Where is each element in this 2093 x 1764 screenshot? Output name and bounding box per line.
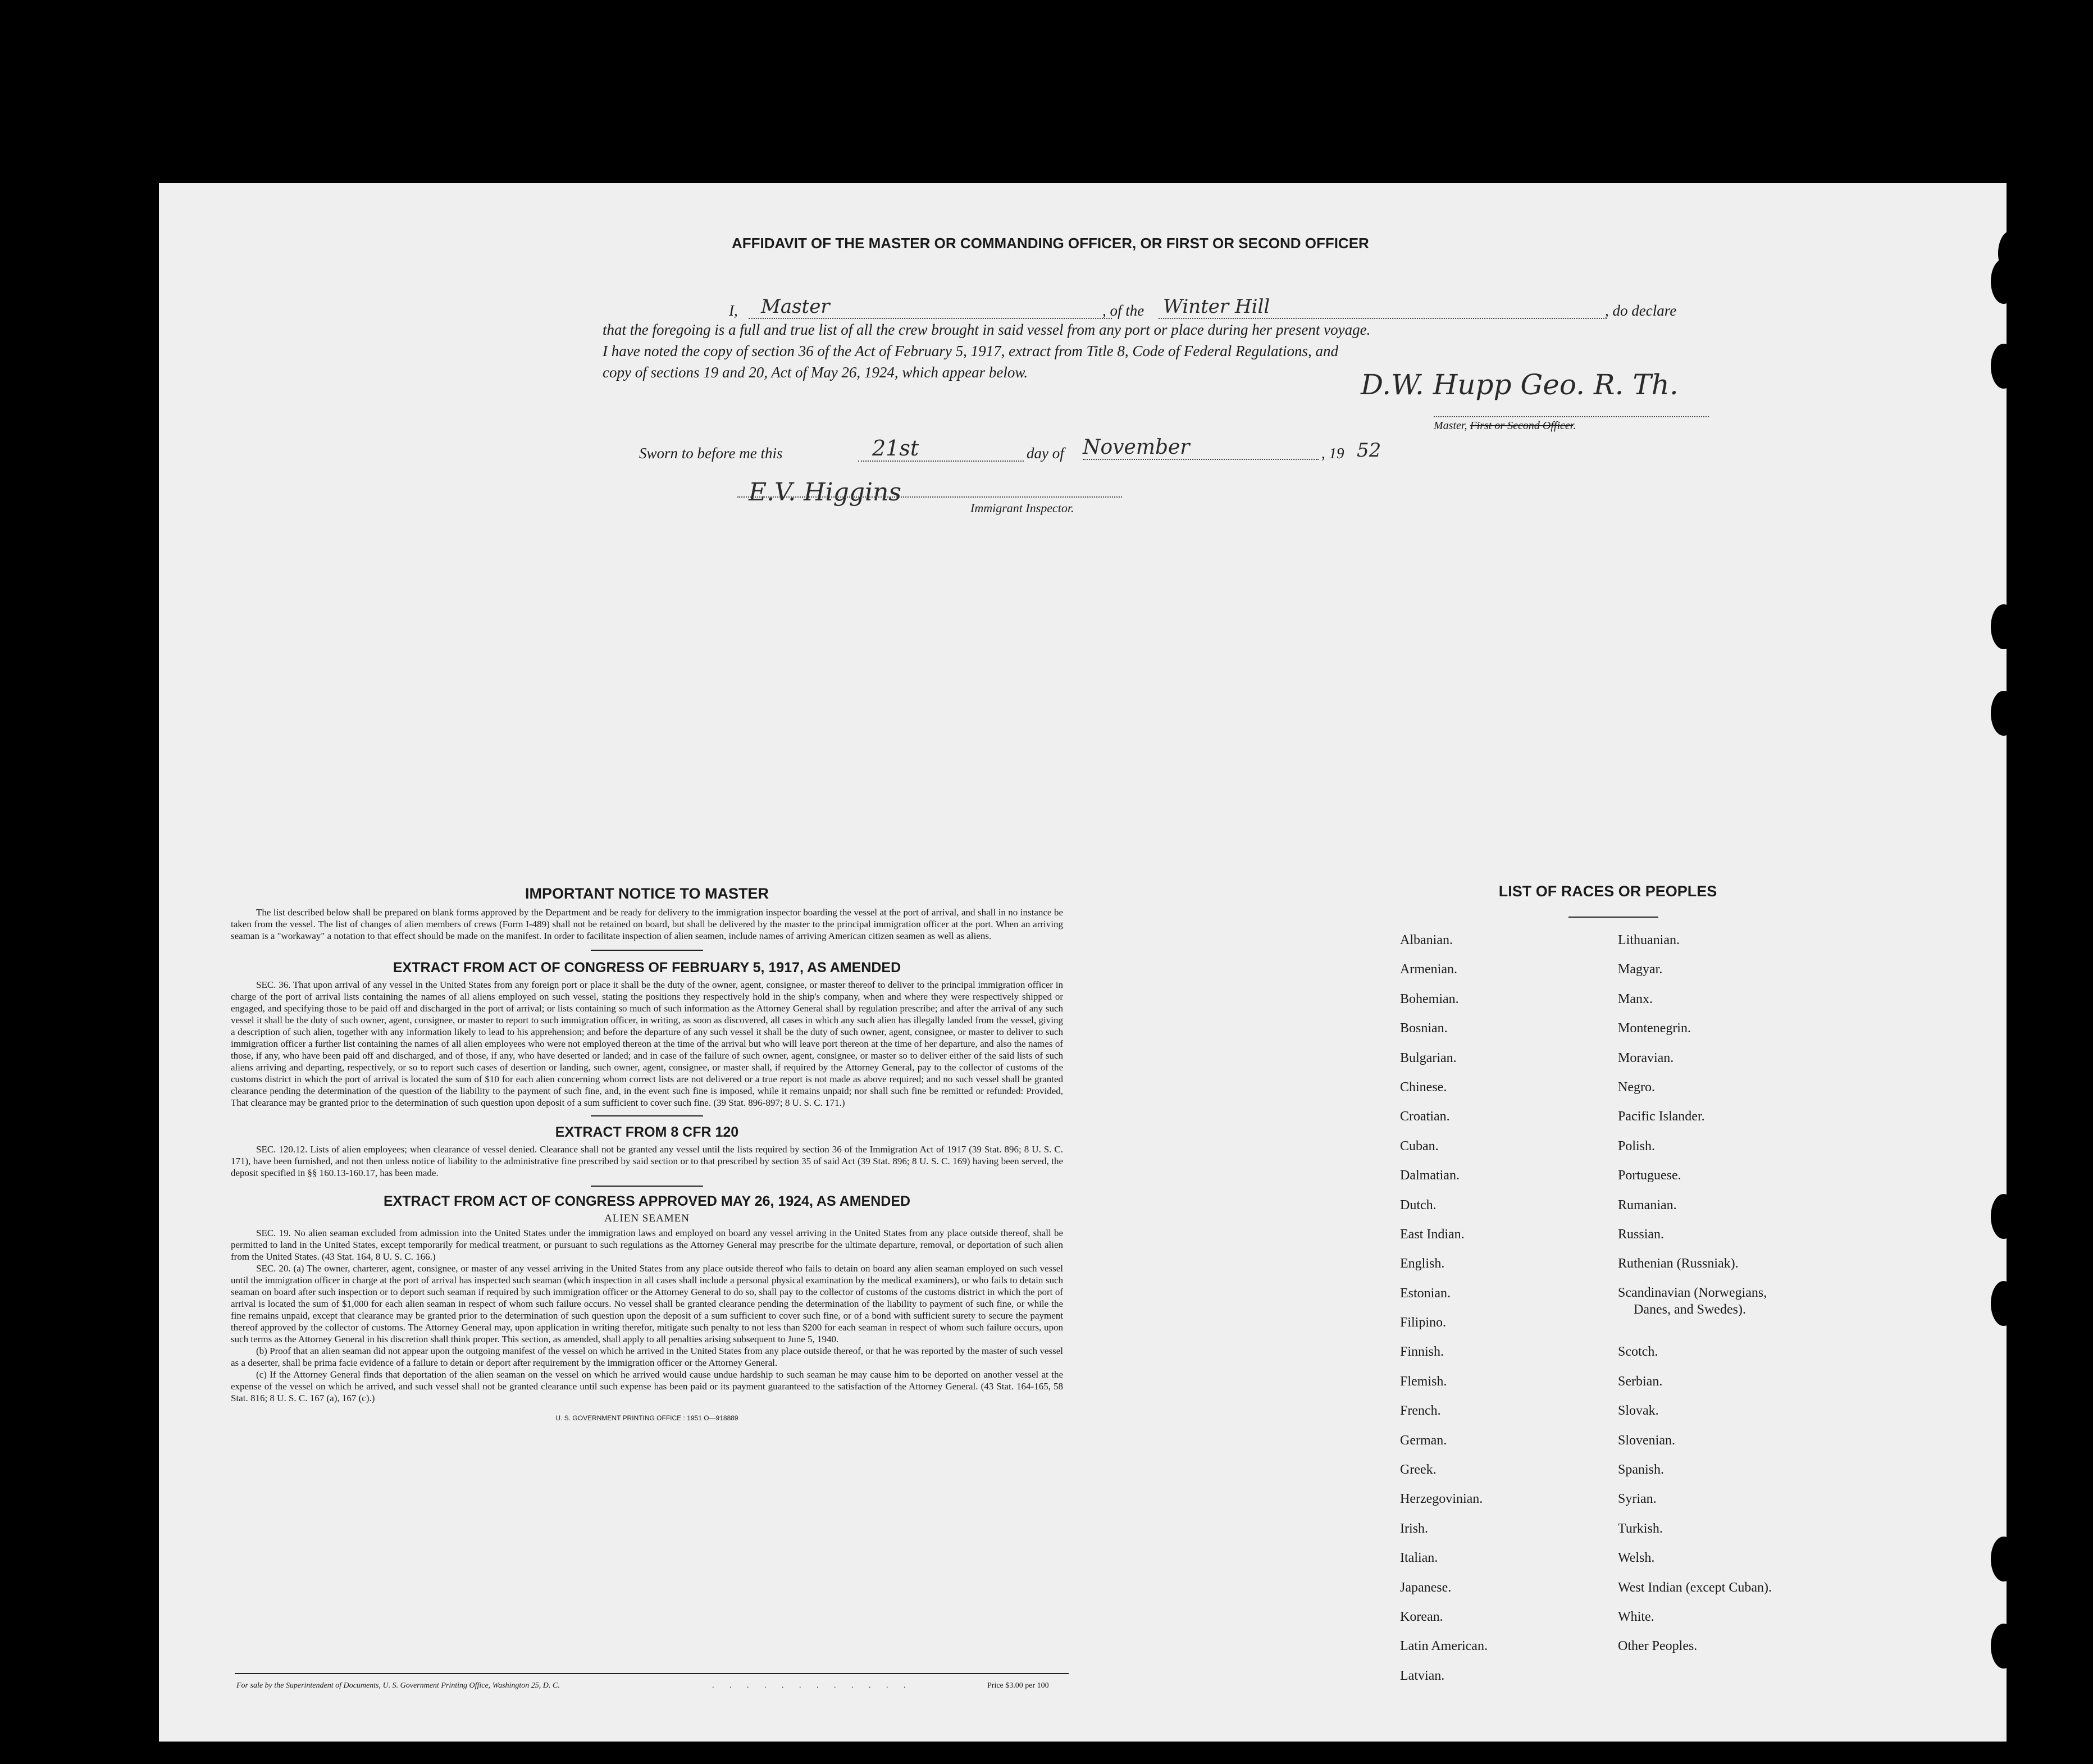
declaration-statement-3: copy of sections 19 and 20, Act of May 26, 1924, which appear below. bbox=[603, 364, 1028, 381]
race-item: Manx. bbox=[1618, 991, 1653, 1006]
sworn-day-field: 21st bbox=[858, 436, 1024, 462]
race-item: Bosnian. bbox=[1400, 1021, 1448, 1036]
extract-cfr-body: SEC. 120.12. Lists of alien employees; when clearance of vessel denied. Clearance shall not be granted any vessel until the lists required by section 36 of the Immigration Act of 1917 (39 Stat. 896; 8 U. S. C. 171), have been furnished, and not then unless notice of liability to the administrative fine prescribed by said section or to that prescribed by section 35 of said Act (39 Stat. 896; 8 U. S. C. 169) having been served, the deposit specified in §§ 160.13-160.17, has been made. bbox=[231, 1144, 1063, 1178]
race-item: Montenegrin. bbox=[1618, 1021, 1691, 1036]
race-item: Latvian. bbox=[1400, 1668, 1445, 1683]
races-title: LIST OF RACES OR PEOPLES bbox=[1498, 883, 1717, 900]
caption-master: Master, bbox=[1434, 420, 1467, 432]
race-item bbox=[1618, 1279, 1865, 1338]
race-item: Welsh. bbox=[1618, 1551, 1655, 1566]
race-item: Other Peoples. bbox=[1618, 1639, 1698, 1654]
race-item: Latin American. bbox=[1400, 1639, 1488, 1654]
binding-hole bbox=[1991, 691, 2017, 736]
sec20a-body: SEC. 20. (a) The owner, charterer, agent, consignee, or master of any vessel arriving in the United States from any place outside thereof who fails to detain on board any alien seaman employed on such vessel until the immigration officer in charge at the port of arrival has inspected such seaman (which inspection in all cases shall include a personal physical examination by the medical examiners), or who fails to detain such seaman on board after such inspection or to deport such seaman if required by such immigration officer or the Attorney General to do so, shall pay to the collector of customs of the customs district in which the port of arrival is located the sum of $1,000 for each alien seaman in respect of whom such failure occurs. No vessel shall be granted clearance pending the determination of the liability to payment of such fine, or while the fine remains unpaid, except that clearance may be granted prior to the determination of such question upon the deposit of a sum sufficient to cover such fine, or of a bond with sufficient surety to secure the payment thereof approved by the collector of customs. The Attorney General may, upon application in writing therefor, mitigate such penalty to not less than $200 for each seaman in respect of whom such failure occurs, upon such terms as the Attorney General in his discretion shall think proper. This section, as amended, shall apply to all penalties arising subsequent to June 5, 1940. bbox=[231, 1263, 1063, 1344]
year-suffix: 52 bbox=[1357, 439, 1381, 462]
binding-hole bbox=[1991, 604, 2017, 649]
race-item: Syrian. bbox=[1618, 1492, 1657, 1507]
race-item: Armenian. bbox=[1400, 962, 1457, 977]
race-item: English. bbox=[1400, 1256, 1445, 1271]
binding-hole bbox=[1991, 259, 2017, 304]
section-divider bbox=[591, 950, 703, 951]
declaration-line bbox=[603, 295, 1813, 323]
race-item: Dutch. bbox=[1400, 1197, 1437, 1213]
race-item: Slovenian. bbox=[1618, 1433, 1675, 1448]
race-item: French. bbox=[1400, 1403, 1441, 1419]
races-column-1 bbox=[1400, 926, 1602, 1690]
day-of-label: day of bbox=[1027, 445, 1064, 462]
race-item: Serbian. bbox=[1618, 1374, 1663, 1389]
race-item: Scotch. bbox=[1618, 1344, 1658, 1360]
race-item: Turkish. bbox=[1618, 1521, 1663, 1536]
races-title-underline bbox=[1568, 917, 1658, 918]
notice-title: IMPORTANT NOTICE TO MASTER bbox=[525, 885, 769, 902]
race-item: Slovak. bbox=[1618, 1403, 1659, 1419]
printing-office-line: U. S. GOVERNMENT PRINTING OFFICE : 1951 O—918889 bbox=[555, 1414, 738, 1422]
footer-dots: . . . . . . . . . . . . bbox=[712, 1681, 913, 1690]
race-item: Filipino. bbox=[1400, 1315, 1447, 1330]
declaration-statement-2: I have noted the copy of section 36 of the Act of February 5, 1917, extract from Title 8, Code of Federal Regulations, and bbox=[603, 343, 1339, 359]
race-item: Cuban. bbox=[1400, 1138, 1439, 1154]
race-item: Russian. bbox=[1618, 1227, 1665, 1242]
inspector-signature-line bbox=[737, 496, 1122, 498]
notice-body: The list described below shall be prepared on blank forms approved by the Department and be ready for delivery to the immigration inspector boarding the vessel at the port of arrival, and shall in no instance be taken from the vessel. The list of changes of alien members of crews (Form I-489) shall not be retained on board, but shall be delivered by the master to the principal immigration officer at the port. When an arriving seaman is a "workaway" a notation to that effect should be made on the manifest. In order to facilitate inspection of alien seamen, include names of arriving American citizen seamen as well as aliens. bbox=[231, 907, 1063, 941]
extract-cfr-title: EXTRACT FROM 8 CFR 120 bbox=[555, 1124, 739, 1140]
sec20b-body: (b) Proof that an alien seaman did not appear upon the outgoing manifest of the vessel on which he arrived in the United States from any place outside thereof, or that he was reported by the master of such vessel as a deserter, shall be prima facie evidence of a failure to detain or deport after requirement by the immigration officer or the Attorney General. bbox=[231, 1346, 1063, 1368]
race-item: Moravian. bbox=[1618, 1050, 1674, 1065]
signature-caption bbox=[1434, 416, 1709, 432]
legal-column bbox=[231, 885, 1063, 1422]
section-divider bbox=[591, 1186, 703, 1187]
affidavit-title: AFFIDAVIT OF THE MASTER OR COMMANDING OFFICER, OR FIRST OR SECOND OFFICER bbox=[732, 235, 1369, 252]
sworn-line bbox=[639, 436, 1453, 464]
race-item: Chinese. bbox=[1400, 1079, 1447, 1095]
race-item: Magyar. bbox=[1618, 962, 1663, 977]
section-divider bbox=[591, 1115, 703, 1116]
of-the-label: , of the bbox=[1102, 302, 1144, 319]
extract-1917-body: SEC. 36. That upon arrival of any vessel in the United States from any foreign port or place it shall be the duty of the owner, agent, consignee, or master thereof to deliver to the principal immigration officer in charge of the port of arrival lists containing the names of all aliens employed on such vessel, stating the positions they respectively hold in the ship's company, when and where they were respectively shipped or engaged, and specifying those to be paid off and discharged in the port of arrival; or lists containing so much of such information as the Attorney General shall by regulation prescribe; and after the arrival of any such vessel it shall be the duty of such owner, agent, consignee, or master to report to such immigration officer, in writing, as soon as discovered, all cases in which any such alien has illegally landed from the vessel, giving a description of such alien, together with any information likely to lead to his apprehension; and before the departure of any such vessel it shall be the duty of such owner, agent, consignee, or master to deliver to such immigration officer a further list containing the names of all alien employees who were not employed thereon at the time of the arrival but who will leave port thereon at the time of her departure, and also the names of those, if any, who have been paid off and discharged, and of those, if any, who have deserted or landed; and in case of the failure of such owner, agent, consignee, or master so to deliver either of the said lists of such aliens arriving and departing, respectively, or so to report such cases of desertion or landing, such owner, agent, consignee, or master shall, if required by the Attorney General, pay to the collector of customs of the customs district in which the port of arrival is located the sum of $10 for each alien concerning whom correct lists are not delivered or a true report is not made as above required; and no such vessel shall be granted clearance pending the determination of the question of the liability to the payment of such fine, and, in the event such fine is imposed, while it remains unpaid; nor shall such fine be remitted or refunded: Provided, That clearance may be granted prior to the determination of such question upon deposit of a sum sufficient to cover such fine. (39 Stat. 896-897; 8 U. S. C. 171.) bbox=[231, 979, 1063, 1108]
race-item: West Indian (except Cuban). bbox=[1618, 1580, 1772, 1595]
extract-1917-title: EXTRACT FROM ACT OF CONGRESS OF FEBRUARY 5, 1917, AS AMENDED bbox=[393, 960, 901, 976]
race-item: Korean. bbox=[1400, 1609, 1443, 1624]
race-item: Croatian. bbox=[1400, 1109, 1450, 1124]
race-item: East Indian. bbox=[1400, 1227, 1465, 1242]
race-item: Greek. bbox=[1400, 1462, 1437, 1478]
inspector-caption: Immigrant Inspector. bbox=[970, 501, 1074, 515]
race-item: Dalmatian. bbox=[1400, 1168, 1460, 1183]
races-column-2 bbox=[1618, 926, 1865, 1661]
race-item-continuation: Danes, and Swedes). bbox=[1634, 1302, 1746, 1317]
race-item: Flemish. bbox=[1400, 1374, 1447, 1389]
binding-hole bbox=[1991, 344, 2017, 389]
year-prefix: , 19 bbox=[1321, 445, 1344, 462]
footer-price: Price $3.00 per 100 bbox=[987, 1681, 1049, 1690]
caption-struck-officer: First or Second Officer bbox=[1470, 420, 1574, 432]
sworn-label: Sworn to before me this bbox=[639, 445, 783, 462]
document-page bbox=[159, 183, 2007, 1742]
inspector-signature: E.V. Higgins bbox=[749, 478, 901, 507]
vessel-name-field: Winter Hill bbox=[1159, 295, 1607, 319]
race-item: Italian. bbox=[1400, 1551, 1438, 1566]
race-item: Polish. bbox=[1618, 1138, 1656, 1154]
race-item: Finnish. bbox=[1400, 1344, 1444, 1360]
race-item: Ruthenian (Russniak). bbox=[1618, 1256, 1739, 1271]
race-item: Herzegovinian. bbox=[1400, 1492, 1483, 1507]
binding-hole bbox=[1991, 1281, 2017, 1326]
master-name-field: Master bbox=[749, 295, 1112, 319]
master-signature: D.W. Hupp Geo. R. Th. bbox=[1361, 368, 1679, 401]
race-item: Rumanian. bbox=[1618, 1197, 1677, 1213]
race-item: Bulgarian. bbox=[1400, 1050, 1457, 1065]
sworn-month-field: November bbox=[1083, 436, 1319, 460]
race-item: Spanish. bbox=[1618, 1462, 1665, 1478]
binding-hole bbox=[1991, 1194, 2017, 1239]
i-label: I, bbox=[729, 302, 738, 319]
binding-hole bbox=[1991, 1537, 2017, 1581]
alien-seamen-subtitle: ALIEN SEAMEN bbox=[604, 1213, 690, 1224]
caption-end: . bbox=[1573, 420, 1576, 432]
race-item: Albanian. bbox=[1400, 933, 1453, 947]
extract-1924-title: EXTRACT FROM ACT OF CONGRESS APPROVED MAY 26, 1924, AS AMENDED bbox=[383, 1193, 911, 1209]
race-item: White. bbox=[1618, 1610, 1654, 1624]
race-item: Portuguese. bbox=[1618, 1168, 1681, 1183]
sec19-body: SEC. 19. No alien seaman excluded from admission into the United States under the immigration laws and employed on board any vessel arriving in the United States from any place outside thereof, shall be permitted to land in the United States, except temporarily for medical treatment, or pursuant to such regulations as the Attorney General may prescribe for the ultimate departure, removal, or deportation of such alien from the United States. (43 Stat. 164, 8 U. S. C. 166.) bbox=[231, 1228, 1063, 1262]
race-item: German. bbox=[1400, 1433, 1447, 1448]
race-item: Pacific Islander. bbox=[1618, 1109, 1705, 1124]
binding-hole bbox=[1991, 1624, 2017, 1669]
footer-for-sale: For sale by the Superintendent of Documents, U. S. Government Printing Office, Washington 25, D. C. bbox=[236, 1681, 560, 1690]
race-item: Irish. bbox=[1400, 1521, 1428, 1536]
race-item: Negro. bbox=[1618, 1079, 1655, 1095]
race-item: Bohemian. bbox=[1400, 991, 1459, 1006]
race-item-text: Scandinavian (Norwegians, bbox=[1618, 1285, 1767, 1300]
race-item: Japanese. bbox=[1400, 1580, 1452, 1595]
footer-rule bbox=[235, 1673, 1069, 1674]
declaration-statement-1: that the foregoing is a full and true list of all the crew brought in said vessel from any port or place during her present voyage. bbox=[603, 321, 1371, 338]
race-item: Lithuanian. bbox=[1618, 933, 1680, 947]
do-declare-label: , do declare bbox=[1605, 302, 1677, 319]
race-item: Estonian. bbox=[1400, 1286, 1451, 1301]
sec20c-body: (c) If the Attorney General finds that deportation of the alien seaman on the vessel on which he arrived would cause undue hardship to such seaman he may cause him to be deported on another vessel at the expense of the vessel on which he arrived, and such vessel shall not be granted clearance until such expense has been paid or its payment guaranteed to the satisfaction of the Attorney General. (43 Stat. 164-165, 58 Stat. 816; 8 U. S. C. 167 (a), 167 (c).) bbox=[231, 1369, 1063, 1403]
